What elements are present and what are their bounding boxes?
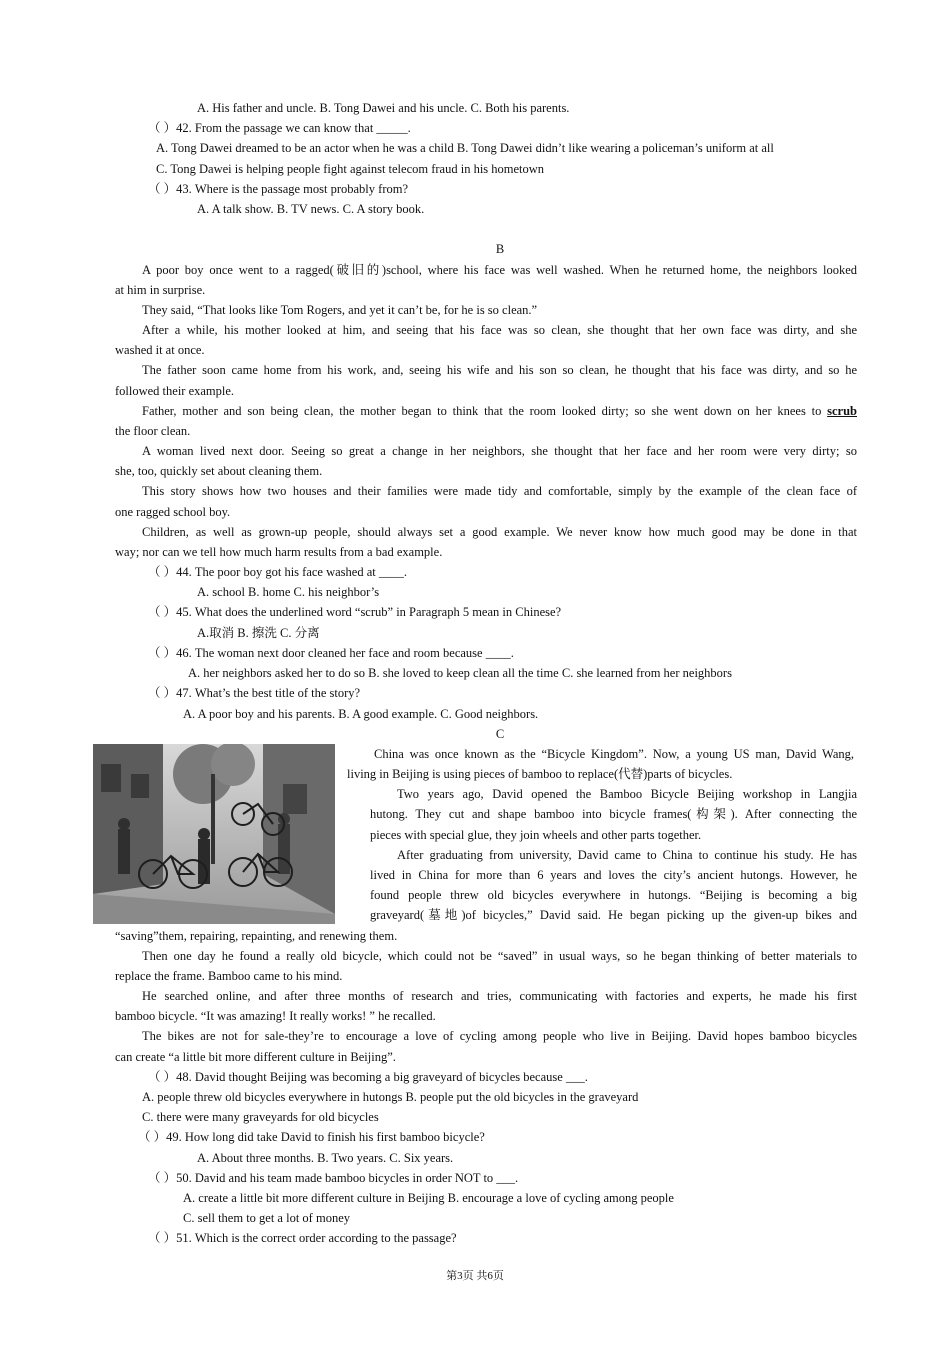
- c-p3-line5: “saving”them, repairing, repainting, and renewing them.: [115, 929, 398, 943]
- c-p4-line2: replace the frame. Bamboo came to his mind.: [115, 969, 343, 983]
- q44-stem: （ ）44. The poor boy got his face washed at ____.: [148, 565, 407, 579]
- section-b-heading: B: [495, 242, 505, 256]
- section-c-heading: C: [495, 727, 505, 741]
- c-p3-line3: found people threw old bicycles everywhere in hutongs. “Beijing is becoming a big: [370, 888, 857, 902]
- photo-illustration: [93, 744, 335, 924]
- c-p3-line1: After graduating from university, David came to China to continue his study. He has: [397, 848, 857, 862]
- b-p5-line1: Father, mother and son being clean, the mother began to think that the room looked dirty; so she went down on her knees to scrub: [142, 404, 857, 418]
- q41-options: A. His father and uncle. B. Tong Dawei and his uncle. C. Both his parents.: [197, 101, 570, 115]
- q48-option-c: C. there were many graveyards for old bicycles: [142, 1110, 379, 1124]
- q45-stem: （ ）45. What does the underlined word “scrub” in Paragraph 5 mean in Chinese?: [148, 605, 562, 619]
- c-p3-line2: lived in China for more than 6 years and loves the city’s ancient hutongs. However, he: [370, 868, 857, 882]
- bamboo-bicycle-photo: [93, 744, 335, 924]
- b-p7-line1: This story shows how two houses and their families were made tidy and comfortable, simply by the example of the clean face of: [142, 484, 857, 498]
- q49-options: A. About three months. B. Two years. C. Six years.: [197, 1151, 454, 1165]
- b-p3-line2: washed it at once.: [115, 343, 205, 357]
- q49-stem: （ ）49. How long did take David to finish his first bamboo bicycle?: [138, 1130, 485, 1144]
- b-p8-line1: Children, as well as grown-up people, should always set a good example. We never know how much good may be done in that: [142, 525, 857, 539]
- c-p2-line3: pieces with special glue, they join wheels and other parts together.: [370, 828, 702, 842]
- q48-stem: （ ）48. David thought Beijing was becoming a big graveyard of bicycles because ___.: [148, 1070, 588, 1084]
- q42-option-c: C. Tong Dawei is helping people fight against telecom fraud in his hometown: [156, 162, 545, 176]
- b-p8-line2: way; nor can we tell how much harm results from a bad example.: [115, 545, 443, 559]
- q42-options-ab: A. Tong Dawei dreamed to be an actor when he was a child B. Tong Dawei didn’t like wearing a policeman’s uniform at all: [156, 141, 774, 155]
- c-p6-line2: can create “a little bit more different culture in Beijing”.: [115, 1050, 396, 1064]
- c-p5-line2: bamboo bicycle. “It was amazing! It really works! ” he recalled.: [115, 1009, 436, 1023]
- q50-stem: （ ）50. David and his team made bamboo bicycles in order NOT to ___.: [148, 1171, 519, 1185]
- q48-options-ab: A. people threw old bicycles everywhere in hutongs B. people put the old bicycles in the graveyard: [142, 1090, 639, 1104]
- q42-stem: （ ）42. From the passage we can know that _____.: [148, 121, 411, 135]
- c-p2-line2: hutong. They cut and shape bamboo into bicycle frames(构架). After connecting the: [370, 807, 857, 821]
- b-p6-line2: she, too, quickly set about cleaning them.: [115, 464, 323, 478]
- b-p4-line2: followed their example.: [115, 384, 235, 398]
- page-footer: 第3页 共6页: [446, 1270, 504, 1282]
- b-p3-line1: After a while, his mother looked at him, and seeing that his face was so clean, she thought that her own face was dirty, and she: [142, 323, 857, 337]
- q47-stem: （ ）47. What’s the best title of the story?: [148, 686, 361, 700]
- q45-options: A.取消 B. 擦洗 C. 分离: [197, 626, 320, 640]
- b-p4-line1: The father soon came home from his work, and, seeing his wife and his son so clean, he thought that his face was dirty, and so he: [142, 363, 857, 377]
- b-p1-line2: at him in surprise.: [115, 283, 206, 297]
- c-p5-line1: He searched online, and after three months of research and tries, communicating with factories and experts, he made his first: [142, 989, 857, 1003]
- q50-option-c: C. sell them to get a lot of money: [183, 1211, 350, 1225]
- c-p1-line2: living in Beijing is using pieces of bamboo to replace(代替)parts of bicycles.: [347, 767, 733, 781]
- underlined-word-scrub: scrub: [827, 404, 857, 418]
- b-p7-line2: one ragged school boy.: [115, 505, 231, 519]
- q46-options: A. her neighbors asked her to do so B. she loved to keep clean all the time C. she learned from her neighbors: [188, 666, 732, 680]
- q44-options: A. school B. home C. his neighbor’s: [197, 585, 380, 599]
- b-p5-line2: the floor clean.: [115, 424, 191, 438]
- q46-stem: （ ）46. The woman next door cleaned her face and room because ____.: [148, 646, 514, 660]
- c-p3-line4: graveyard(墓地)of bicycles,” David said. He began picking up the given-up bikes and: [370, 908, 857, 922]
- c-p1-line1: China was once known as the “Bicycle Kingdom”. Now, a young US man, David Wang,: [374, 747, 854, 761]
- c-p6-line1: The bikes are not for sale-they’re to encourage a love of cycling among people who live in Beijing. David hopes bamboo bicycles: [142, 1029, 857, 1043]
- c-p2-line1: Two years ago, David opened the Bamboo Bicycle Beijing workshop in Langjia: [397, 787, 857, 801]
- c-p4-line1: Then one day he found a really old bicycle, which could not be “saved” in usual ways, so he began thinking of better materials to: [142, 949, 857, 963]
- q43-options: A. A talk show. B. TV news. C. A story book.: [197, 202, 425, 216]
- q43-stem: （ ）43. Where is the passage most probably from?: [148, 182, 409, 196]
- q47-options: A. A poor boy and his parents. B. A good example. C. Good neighbors.: [183, 707, 539, 721]
- q51-stem: （ ）51. Which is the correct order according to the passage?: [148, 1231, 457, 1245]
- q50-options-ab: A. create a little bit more different culture in Beijing B. encourage a love of cycling among people: [183, 1191, 674, 1205]
- b-p6-line1: A woman lived next door. Seeing so great a change in her neighbors, she thought that her face and her room were very dirty; so: [142, 444, 857, 458]
- b-p2: They said, “That looks like Tom Rogers, and yet it can’t be, for he is so clean.”: [142, 303, 538, 317]
- b-p1-line1: A poor boy once went to a ragged(破旧的)school, where his face was well washed. When he returned home, the neighbors looked: [142, 263, 857, 277]
